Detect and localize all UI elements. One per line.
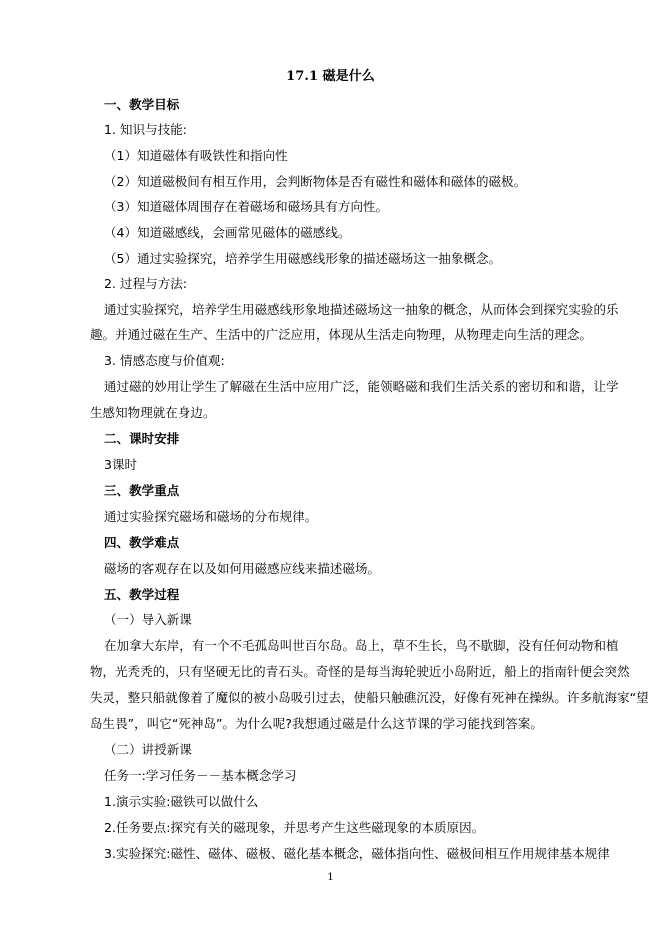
text-line: （二）讲授新课 (104, 742, 192, 757)
text-line: 3. 情感态度与价值观: (104, 353, 225, 368)
text-line: 1. 知识与技能: (104, 122, 188, 137)
section-heading: 二、课时安排 (104, 431, 180, 446)
document-title: 17.1 磁是什么 (286, 69, 375, 84)
text-line: 生感知物理就在身边。 (90, 405, 216, 420)
text-line: 磁场的客观存在以及如何用磁感应线来描述磁场。 (104, 561, 381, 576)
text-line: 失灵，整只船就像着了魔似的被小岛吸引过去，使船只触礁沉没，好像有死神在操纵。许多航海家“望 (90, 690, 649, 705)
text-line: 3课时 (104, 457, 138, 472)
text-line: （2）知道磁极间有相互作用，会判断物体是否有磁性和磁体和磁体的磁极。 (104, 174, 527, 189)
text-line: 2. 过程与方法: (104, 276, 188, 291)
text-line: （4）知道磁感线，会画常见磁体的磁感线。 (104, 225, 351, 240)
page-number: 1 (327, 872, 334, 883)
text-line: 通过磁的妙用让学生了解磁在生活中应用广泛，能领略磁和我们生活关系的密切和和谐，让学 (104, 379, 619, 394)
text-line: 3.实验探究:磁性、磁体、磁极、磁化基本概念，磁体指向性、磁极间相互作用规律基本规律 (104, 846, 610, 861)
text-line: 岛生畏”，叫它“死神岛”。为什么呢?我想通过磁是什么这节课的学习能找到答案。 (90, 716, 543, 731)
text-line: （1）知道磁体有吸铁性和指向性 (104, 148, 288, 163)
text-line: 1.演示实验:磁铁可以做什么 (104, 794, 259, 809)
section-heading: 三、教学重点 (104, 483, 180, 498)
text-line: 通过实验探究磁场和磁场的分布规律。 (104, 509, 318, 524)
section-heading: 一、教学目标 (104, 97, 180, 112)
text-line: （5）通过实验探究，培养学生用磁感线形象的描述磁场这一抽象概念。 (104, 251, 502, 266)
section-heading: 四、教学难点 (104, 535, 180, 550)
text-line: 趣。并通过磁在生产、生活中的广泛应用，体现从生活走向物理，从物理走向生活的理念。 (90, 327, 593, 342)
text-line: 物，光秃秃的，只有坚硬无比的青石头。奇怪的是每当海轮驶近小岛附近，船上的指南针便会突然 (90, 664, 630, 679)
text-line: 任务一:学习任务－－基本概念学习 (104, 768, 297, 783)
text-line: 在加拿大东岸，有一个不毛孤岛叫世百尔岛。岛上，草不生长，鸟不歇脚，没有任何动物和植 (104, 638, 619, 653)
text-line: 2.任务要点:探究有关的磁现象，并思考产生这些磁现象的本质原因。 (104, 820, 485, 835)
text-line: 通过实验探究，培养学生用磁感线形象地描述磁场这一抽象的概念，从而体会到探究实验的乐 (104, 302, 619, 317)
text-line: （3）知道磁体周围存在着磁场和磁场具有方向性。 (104, 199, 389, 214)
text-line: （一）导入新课 (104, 612, 192, 627)
section-heading: 五、教学过程 (104, 587, 180, 602)
